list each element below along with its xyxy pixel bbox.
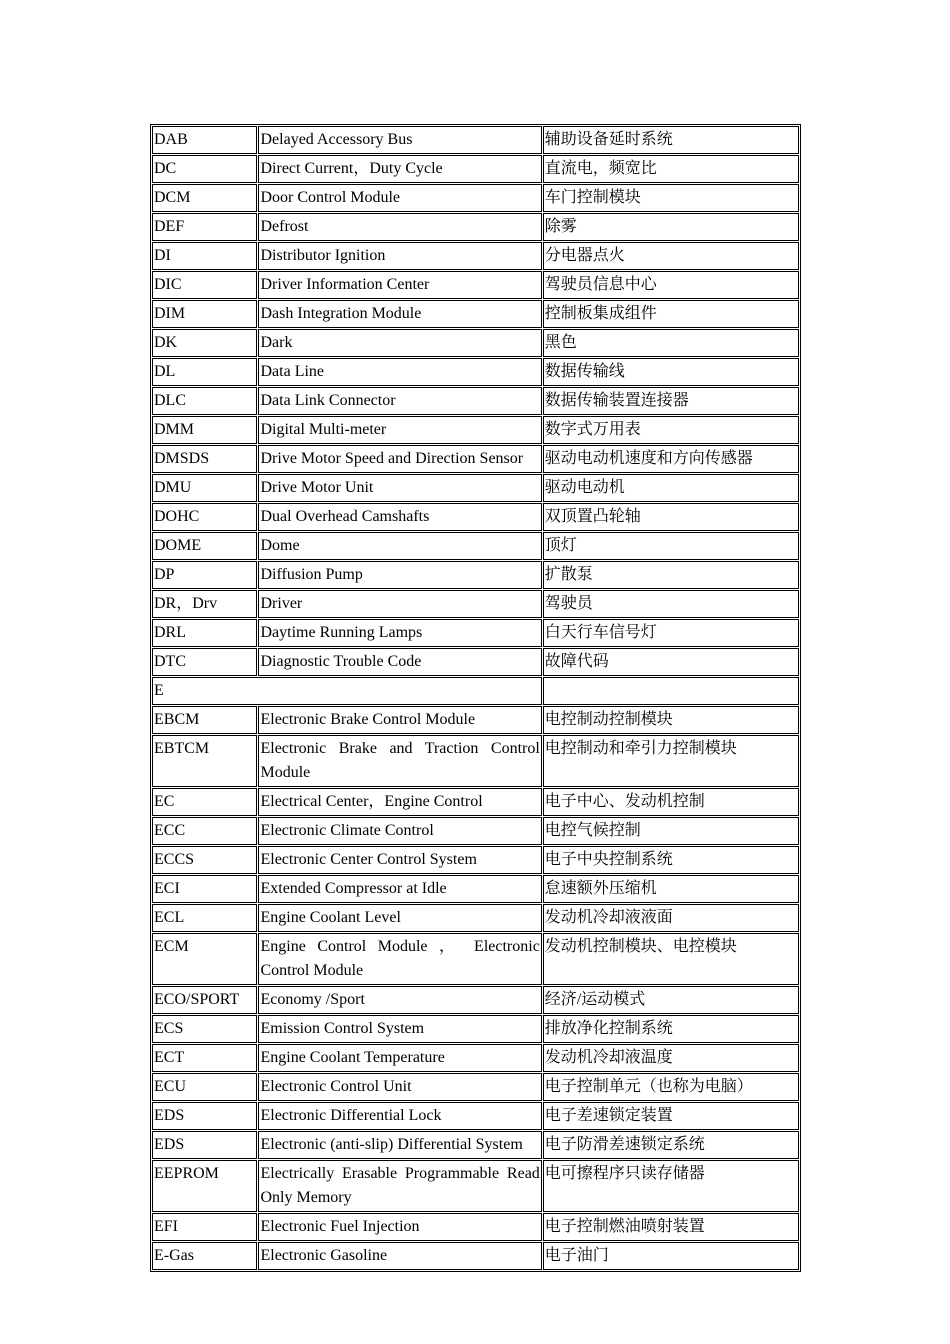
abbr-cell: ECC <box>152 817 257 845</box>
english-term-cell: Digital Multi-meter <box>258 416 541 444</box>
english-term-cell: Extended Compressor at Idle <box>258 875 541 903</box>
abbr-cell: DTC <box>152 648 257 676</box>
table-row <box>152 1213 799 1241</box>
table-row <box>152 590 799 618</box>
abbr-cell: ECCS <box>152 846 257 874</box>
table-row <box>152 126 799 154</box>
english-term-cell: Diffusion Pump <box>258 561 541 589</box>
english-term-cell: Dark <box>258 329 541 357</box>
table-row <box>152 846 799 874</box>
english-term-cell: Electronic Brake Control Module <box>258 706 541 734</box>
english-term-cell: Electrical Center，Engine Control <box>258 788 541 816</box>
table-row <box>152 1102 799 1130</box>
table-row <box>152 1131 799 1159</box>
chinese-term-cell: 电子控制燃油喷射装置 <box>543 1213 799 1241</box>
abbr-cell: ECO/SPORT <box>152 986 257 1014</box>
chinese-term-cell: 顶灯 <box>543 532 799 560</box>
table-row <box>152 706 799 734</box>
table-row <box>152 933 799 985</box>
chinese-term-cell: 电控制动和牵引力控制模块 <box>543 735 799 787</box>
abbr-cell: DOME <box>152 532 257 560</box>
chinese-term-cell: 辅助设备延时系统 <box>543 126 799 154</box>
abbr-cell: ECL <box>152 904 257 932</box>
english-term-cell: Drive Motor Speed and Direction Sensor <box>258 445 541 473</box>
table-row <box>152 271 799 299</box>
english-term-cell: Dash Integration Module <box>258 300 541 328</box>
table-row <box>152 184 799 212</box>
chinese-term-cell: 驱动电动机 <box>543 474 799 502</box>
chinese-term-cell: 电可擦程序只读存储器 <box>543 1160 799 1212</box>
table-row <box>152 155 799 183</box>
chinese-term-cell: 除雾 <box>543 213 799 241</box>
abbr-cell: EC <box>152 788 257 816</box>
abbr-cell: DI <box>152 242 257 270</box>
chinese-term-cell: 电子油门 <box>543 1242 799 1270</box>
abbr-cell: DAB <box>152 126 257 154</box>
table-row <box>152 561 799 589</box>
table-row <box>152 788 799 816</box>
table-row <box>152 986 799 1014</box>
english-term-cell: Electronic Fuel Injection <box>258 1213 541 1241</box>
abbr-cell: EFI <box>152 1213 257 1241</box>
abbr-cell: DMM <box>152 416 257 444</box>
english-term-cell: Electronic Climate Control <box>258 817 541 845</box>
table-row <box>152 358 799 386</box>
abbr-cell: DIC <box>152 271 257 299</box>
abbr-cell: ECS <box>152 1015 257 1043</box>
table-row <box>152 213 799 241</box>
chinese-term-cell: 电子中央控制系统 <box>543 846 799 874</box>
abbr-cell: DOHC <box>152 503 257 531</box>
chinese-term-cell: 发动机控制模块、电控模块 <box>543 933 799 985</box>
chinese-term-cell: 发动机冷却液液面 <box>543 904 799 932</box>
chinese-term-cell: 数字式万用表 <box>543 416 799 444</box>
chinese-term-cell: 电子中心、发动机控制 <box>543 788 799 816</box>
abbr-cell: ECT <box>152 1044 257 1072</box>
table-row <box>152 329 799 357</box>
table-row <box>152 387 799 415</box>
abbr-cell: EDS <box>152 1102 257 1130</box>
abbr-cell: DK <box>152 329 257 357</box>
table-row <box>152 503 799 531</box>
chinese-term-cell: 怠速额外压缩机 <box>543 875 799 903</box>
english-term-cell: Driver Information Center <box>258 271 541 299</box>
english-term-cell: Daytime Running Lamps <box>258 619 541 647</box>
abbr-cell: DMU <box>152 474 257 502</box>
table-row <box>152 445 799 473</box>
abbr-cell: DEF <box>152 213 257 241</box>
english-term-cell: Direct Current，Duty Cycle <box>258 155 541 183</box>
chinese-term-cell: 数据传输装置连接器 <box>543 387 799 415</box>
english-term-cell: Drive Motor Unit <box>258 474 541 502</box>
english-term-cell: Delayed Accessory Bus <box>258 126 541 154</box>
english-term-cell: Engine Control Module ， Electronic Control Module <box>258 933 541 985</box>
table-row <box>152 1073 799 1101</box>
chinese-term-cell: 驱动电动机速度和方向传感器 <box>543 445 799 473</box>
abbr-cell: DC <box>152 155 257 183</box>
english-term-cell: Defrost <box>258 213 541 241</box>
chinese-term-cell: 发动机冷却液温度 <box>543 1044 799 1072</box>
english-term-cell: Dual Overhead Camshafts <box>258 503 541 531</box>
english-term-cell: Data Link Connector <box>258 387 541 415</box>
abbr-cell: DCM <box>152 184 257 212</box>
english-term-cell: Engine Coolant Level <box>258 904 541 932</box>
english-term-cell: Electronic Gasoline <box>258 1242 541 1270</box>
abbr-cell: DP <box>152 561 257 589</box>
abbr-cell: DLC <box>152 387 257 415</box>
abbr-cell: DMSDS <box>152 445 257 473</box>
abbr-cell: DL <box>152 358 257 386</box>
abbr-cell: ECM <box>152 933 257 985</box>
english-term-cell: Data Line <box>258 358 541 386</box>
section-header-row <box>152 677 799 705</box>
chinese-term-cell: 驾驶员 <box>543 590 799 618</box>
english-term-cell: Electronic Control Unit <box>258 1073 541 1101</box>
chinese-term-cell: 黑色 <box>543 329 799 357</box>
chinese-term-cell: 故障代码 <box>543 648 799 676</box>
chinese-term-cell: 直流电，频宽比 <box>543 155 799 183</box>
abbr-cell: ECU <box>152 1073 257 1101</box>
chinese-term-cell: 电子防滑差速锁定系统 <box>543 1131 799 1159</box>
section-letter: E <box>152 677 542 705</box>
table-row <box>152 300 799 328</box>
chinese-term-cell: 白天行车信号灯 <box>543 619 799 647</box>
chinese-term-cell: 排放净化控制系统 <box>543 1015 799 1043</box>
abbr-cell: EEPROM <box>152 1160 257 1212</box>
table-row <box>152 532 799 560</box>
table-body <box>152 126 799 1270</box>
english-term-cell: Electronic Differential Lock <box>258 1102 541 1130</box>
chinese-term-cell: 控制板集成组件 <box>543 300 799 328</box>
table-row <box>152 904 799 932</box>
chinese-term-cell: 电子控制单元（也称为电脑） <box>543 1073 799 1101</box>
english-term-cell: Door Control Module <box>258 184 541 212</box>
chinese-term-cell: 车门控制模块 <box>543 184 799 212</box>
table-row <box>152 875 799 903</box>
english-term-cell: Economy /Sport <box>258 986 541 1014</box>
chinese-term-cell: 电子差速锁定装置 <box>543 1102 799 1130</box>
table-row <box>152 1044 799 1072</box>
table-row <box>152 648 799 676</box>
abbr-cell: E-Gas <box>152 1242 257 1270</box>
abbr-cell: DIM <box>152 300 257 328</box>
chinese-term-cell: 扩散泵 <box>543 561 799 589</box>
table-row <box>152 1015 799 1043</box>
english-term-cell: Electronic Center Control System <box>258 846 541 874</box>
english-term-cell: Diagnostic Trouble Code <box>258 648 541 676</box>
abbreviation-table <box>150 124 801 1272</box>
table-row <box>152 416 799 444</box>
english-term-cell: Distributor Ignition <box>258 242 541 270</box>
chinese-term-cell: 经济/运动模式 <box>543 986 799 1014</box>
english-term-cell: Electronic Brake and Traction Control Module <box>258 735 541 787</box>
abbr-cell: EBTCM <box>152 735 257 787</box>
english-term-cell: Emission Control System <box>258 1015 541 1043</box>
chinese-term-cell: 数据传输线 <box>543 358 799 386</box>
english-term-cell: Driver <box>258 590 541 618</box>
english-term-cell: Dome <box>258 532 541 560</box>
abbr-cell: EBCM <box>152 706 257 734</box>
abbr-cell: DRL <box>152 619 257 647</box>
table-row <box>152 619 799 647</box>
chinese-term-cell: 电控制动控制模块 <box>543 706 799 734</box>
table-row <box>152 1242 799 1270</box>
abbr-cell: DR，Drv <box>152 590 257 618</box>
table-row <box>152 817 799 845</box>
chinese-term-cell: 双顶置凸轮轴 <box>543 503 799 531</box>
empty-cell <box>543 677 799 705</box>
english-term-cell: Engine Coolant Temperature <box>258 1044 541 1072</box>
chinese-term-cell: 驾驶员信息中心 <box>543 271 799 299</box>
chinese-term-cell: 电控气候控制 <box>543 817 799 845</box>
abbr-cell: EDS <box>152 1131 257 1159</box>
chinese-term-cell: 分电器点火 <box>543 242 799 270</box>
table-row <box>152 242 799 270</box>
table-row <box>152 474 799 502</box>
table-row <box>152 735 799 787</box>
abbr-cell: ECI <box>152 875 257 903</box>
table-row <box>152 1160 799 1212</box>
english-term-cell: Electronic (anti-slip) Differential System <box>258 1131 541 1159</box>
english-term-cell: Electrically Erasable Programmable Read Only Memory <box>258 1160 541 1212</box>
